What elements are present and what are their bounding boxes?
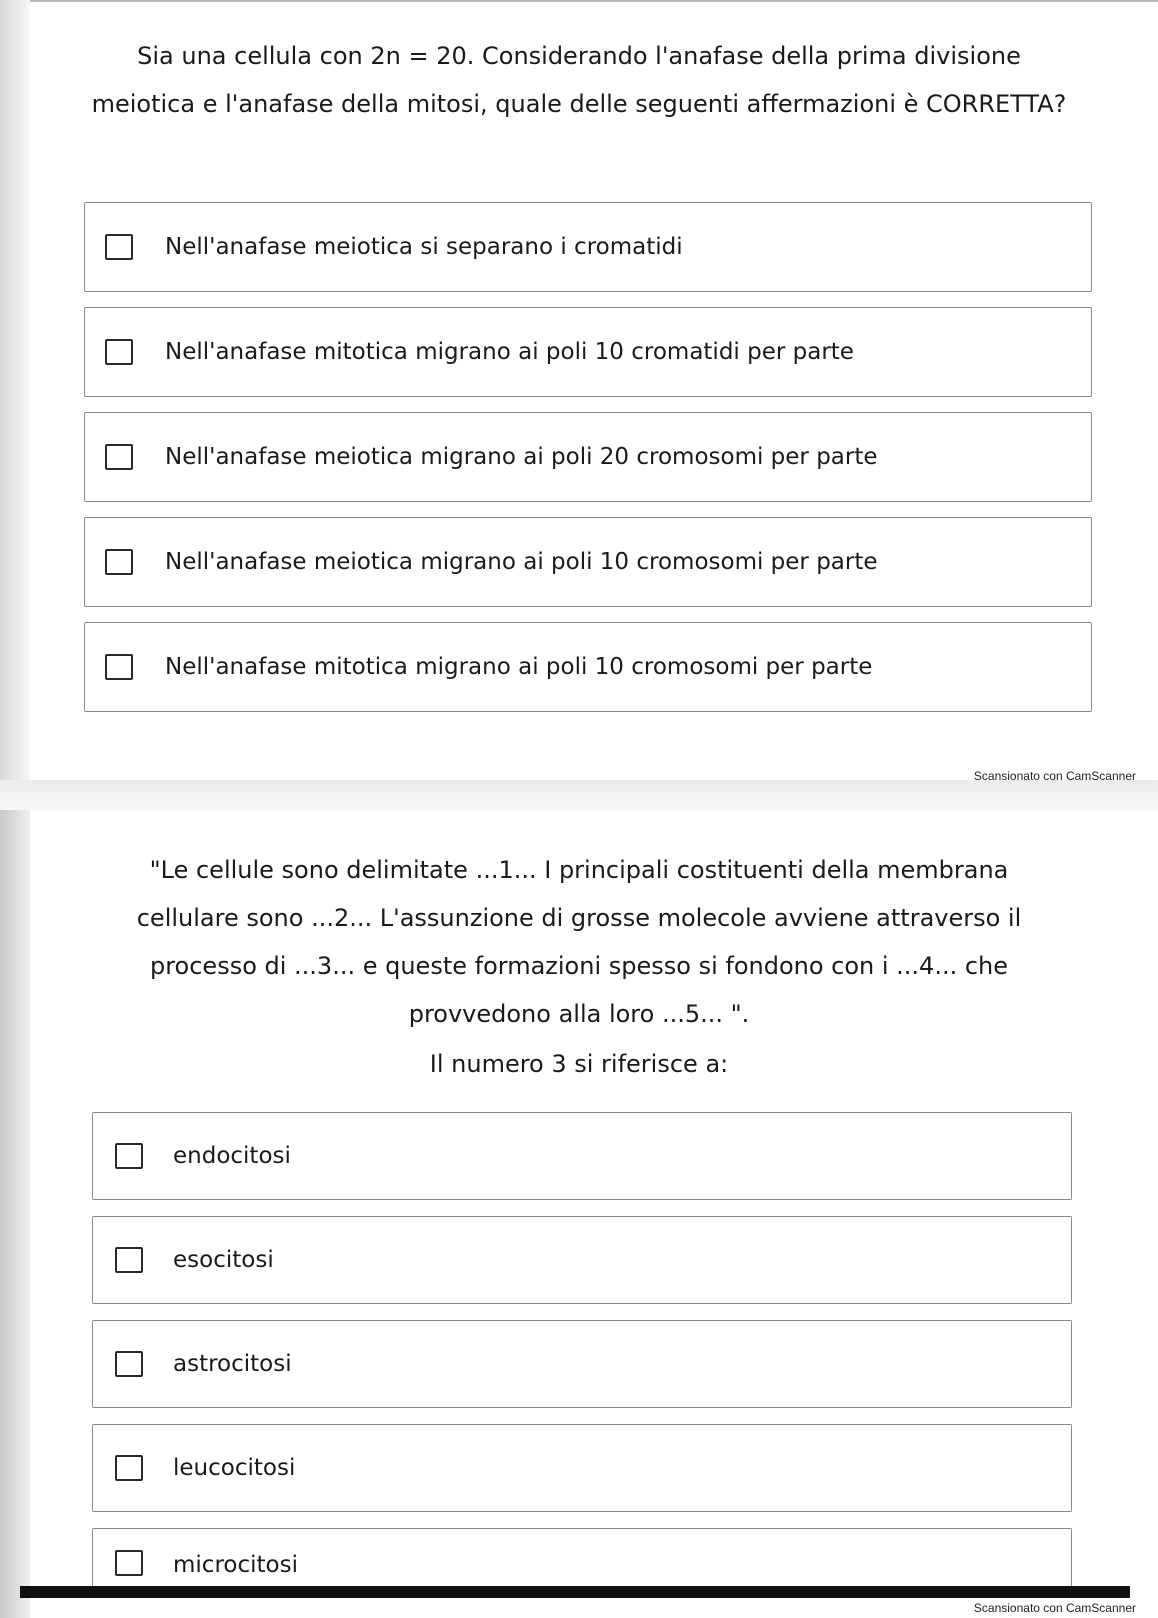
- answer-option[interactable]: [84, 307, 1092, 397]
- option-label: Nell'anafase meiotica si separano i cromatidi: [165, 234, 683, 260]
- scanner-credit: Scansionato con CamScanner: [973, 1601, 1136, 1615]
- question-1-text: Sia una cellula con 2n = 20. Considerando l'anafase della prima divisione meiotica e l'anafase della mitosi, quale delle seguenti affermazioni è CORRETTA?: [91, 42, 1067, 118]
- checkbox[interactable]: [105, 339, 133, 365]
- answer-option[interactable]: [84, 517, 1092, 607]
- option-label: endocitosi: [173, 1143, 291, 1169]
- answer-option[interactable]: [84, 412, 1092, 502]
- answer-option[interactable]: [92, 1320, 1072, 1408]
- answer-option[interactable]: [92, 1112, 1072, 1200]
- answer-option[interactable]: [84, 622, 1092, 712]
- answer-option[interactable]: [92, 1216, 1072, 1304]
- option-label: Nell'anafase meiotica migrano ai poli 20 cromosomi per parte: [165, 444, 878, 470]
- page-divider: [0, 780, 1158, 810]
- checkbox[interactable]: [105, 234, 133, 260]
- scan-bottom-bar: [20, 1586, 1130, 1598]
- option-label: Nell'anafase meiotica migrano ai poli 10 cromosomi per parte: [165, 549, 878, 575]
- checkbox[interactable]: [105, 444, 133, 470]
- answer-option[interactable]: [84, 202, 1092, 292]
- option-label: Nell'anafase mitotica migrano ai poli 10 cromatidi per parte: [165, 339, 854, 365]
- checkbox[interactable]: [115, 1351, 143, 1377]
- checkbox[interactable]: [105, 654, 133, 680]
- option-label: leucocitosi: [173, 1455, 296, 1481]
- checkbox[interactable]: [115, 1247, 143, 1273]
- checkbox[interactable]: [115, 1143, 143, 1169]
- question-2-prompt: Il numero 3 si riferisce a:: [429, 1050, 729, 1078]
- checkbox[interactable]: [105, 549, 133, 575]
- option-label: esocitosi: [173, 1247, 274, 1273]
- answer-option[interactable]: [92, 1528, 1072, 1588]
- answer-option[interactable]: [92, 1424, 1072, 1512]
- option-label: Nell'anafase mitotica migrano ai poli 10 cromosomi per parte: [165, 654, 873, 680]
- option-label: microcitosi: [173, 1552, 298, 1578]
- page-top-border: [0, 0, 1158, 2]
- question-2-text: "Le cellule sono delimitate ...1... I principali costituenti della membrana cellulare sono ...2... L'assunzione di grosse molecole avviene attraverso il processo di ...3... e queste formazioni spesso si fondono con i ...4... che provvedono alla loro ...5... ".: [136, 856, 1022, 1028]
- scanner-credit: Scansionato con CamScanner: [973, 769, 1136, 783]
- checkbox[interactable]: [115, 1550, 143, 1576]
- option-label: astrocitosi: [173, 1351, 292, 1377]
- checkbox[interactable]: [115, 1455, 143, 1481]
